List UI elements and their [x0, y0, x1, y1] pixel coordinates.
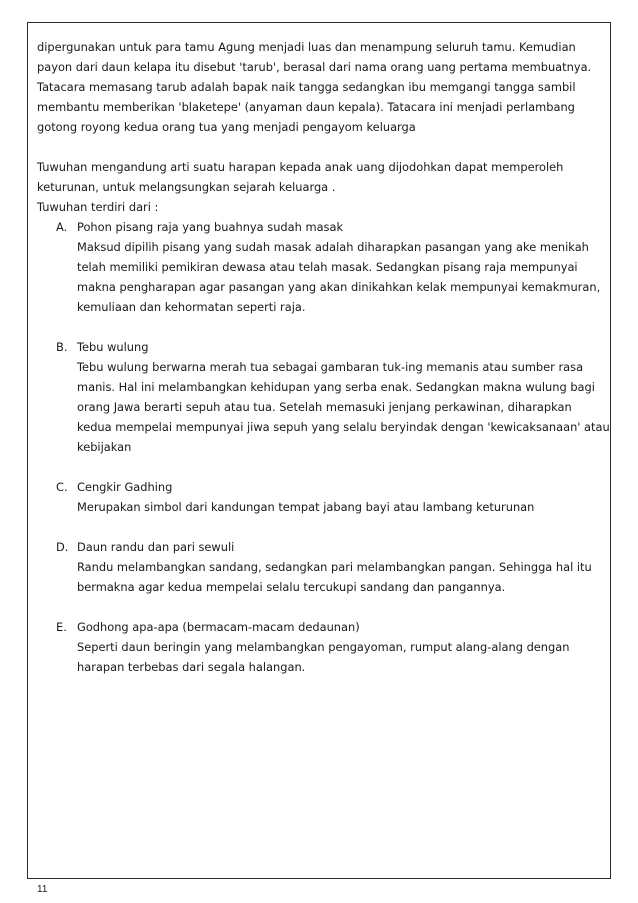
list-item-title: Tebu wulung [77, 340, 149, 354]
text-line: Randu melambangkan sandang, sedangkan pari melambangkan pangan. Sehingga hal itu [77, 560, 592, 574]
list-item [37, 217, 599, 317]
text-line: makna pengharapan agar pasangan yang akan dinikahkan kelak mempunyai kemakmuran, [77, 280, 601, 294]
text-line: Tuwuhan mengandung arti suatu harapan kepada anak uang dijodohkan dapat memperoleh [37, 160, 564, 174]
spacer [37, 317, 599, 337]
list-item [37, 537, 599, 597]
list-marker: A. [56, 220, 68, 234]
text-line: Tebu wulung berwarna merah tua sebagai gambaran tuk-ing memanis atau sumber rasa [77, 360, 584, 374]
text-line: payon dari daun kelapa itu disebut 'tarub', berasal dari nama orang uang pertama membuatnya. [37, 60, 592, 74]
text-line: gotong royong kedua orang tua yang menjadi pengayom keluarga [37, 120, 416, 134]
tuwuhan-paragraph [37, 157, 599, 217]
intro-paragraph [37, 37, 599, 137]
text-line: telah memiliki pemikiran dewasa atau telah masak. Sedangkan pisang raja mempunyai [77, 260, 578, 274]
text-line: Tuwuhan terdiri dari : [37, 200, 159, 214]
list-marker: C. [56, 480, 68, 494]
text-line: orang Jawa berarti sepuh atau tua. Setelah memasuki jenjang perkawinan, diharapkan [77, 400, 572, 414]
page-number: 11 [37, 884, 48, 895]
list-item-title: Daun randu dan pari sewuli [77, 540, 235, 554]
spacer [37, 517, 599, 537]
text-line: kebijakan [77, 440, 132, 454]
list-marker: D. [56, 540, 69, 554]
spacer [37, 137, 599, 157]
text-line: Maksud dipilih pisang yang sudah masak adalah diharapkan pasangan yang ake menikah [77, 240, 589, 254]
list-item [37, 337, 610, 457]
list-marker: B. [56, 340, 68, 354]
text-line: Seperti daun beringin yang melambangkan pengayoman, rumput alang-alang dengan [77, 640, 570, 654]
list-item [37, 617, 599, 677]
list-item-title: Pohon pisang raja yang buahnya sudah masak [77, 220, 344, 234]
text-line: keturunan, untuk melangsungkan sejarah keluarga . [37, 180, 336, 194]
text-line: membantu memberikan 'blaketepe' (anyaman daun kepala). Tatacara ini menjadi perlambang [37, 100, 575, 114]
text-line: bermakna agar kedua mempelai selalu tercukupi sandang dan pangannya. [77, 580, 506, 594]
document-body [37, 37, 610, 677]
spacer [37, 597, 599, 617]
text-line: dipergunakan untuk para tamu Agung menjadi luas dan menampung seluruh tamu. Kemudian [37, 40, 576, 54]
text-line: Tatacara memasang tarub adalah bapak naik tangga sedangkan ibu memgangi tangga sambil [37, 80, 576, 94]
text-line: harapan terbebas dari segala halangan. [77, 660, 306, 674]
text-line: Merupakan simbol dari kandungan tempat jabang bayi atau lambang keturunan [77, 500, 535, 514]
list-marker: E. [56, 620, 67, 634]
text-line: manis. Hal ini melambangkan kehidupan yang serba enak. Sedangkan makna wulung bagi [77, 380, 595, 394]
text-line: kedua mempelai mempunyai jiwa sepuh yang selalu beryindak dengan 'kewicaksanaan' atau [77, 420, 610, 434]
list-item [37, 477, 599, 517]
list-item-title: Cengkir Gadhing [77, 480, 173, 494]
list-item-title: Godhong apa-apa (bermacam-macam dedaunan) [77, 620, 360, 634]
text-line: kemuliaan dan kehormatan seperti raja. [77, 300, 306, 314]
spacer [37, 457, 599, 477]
